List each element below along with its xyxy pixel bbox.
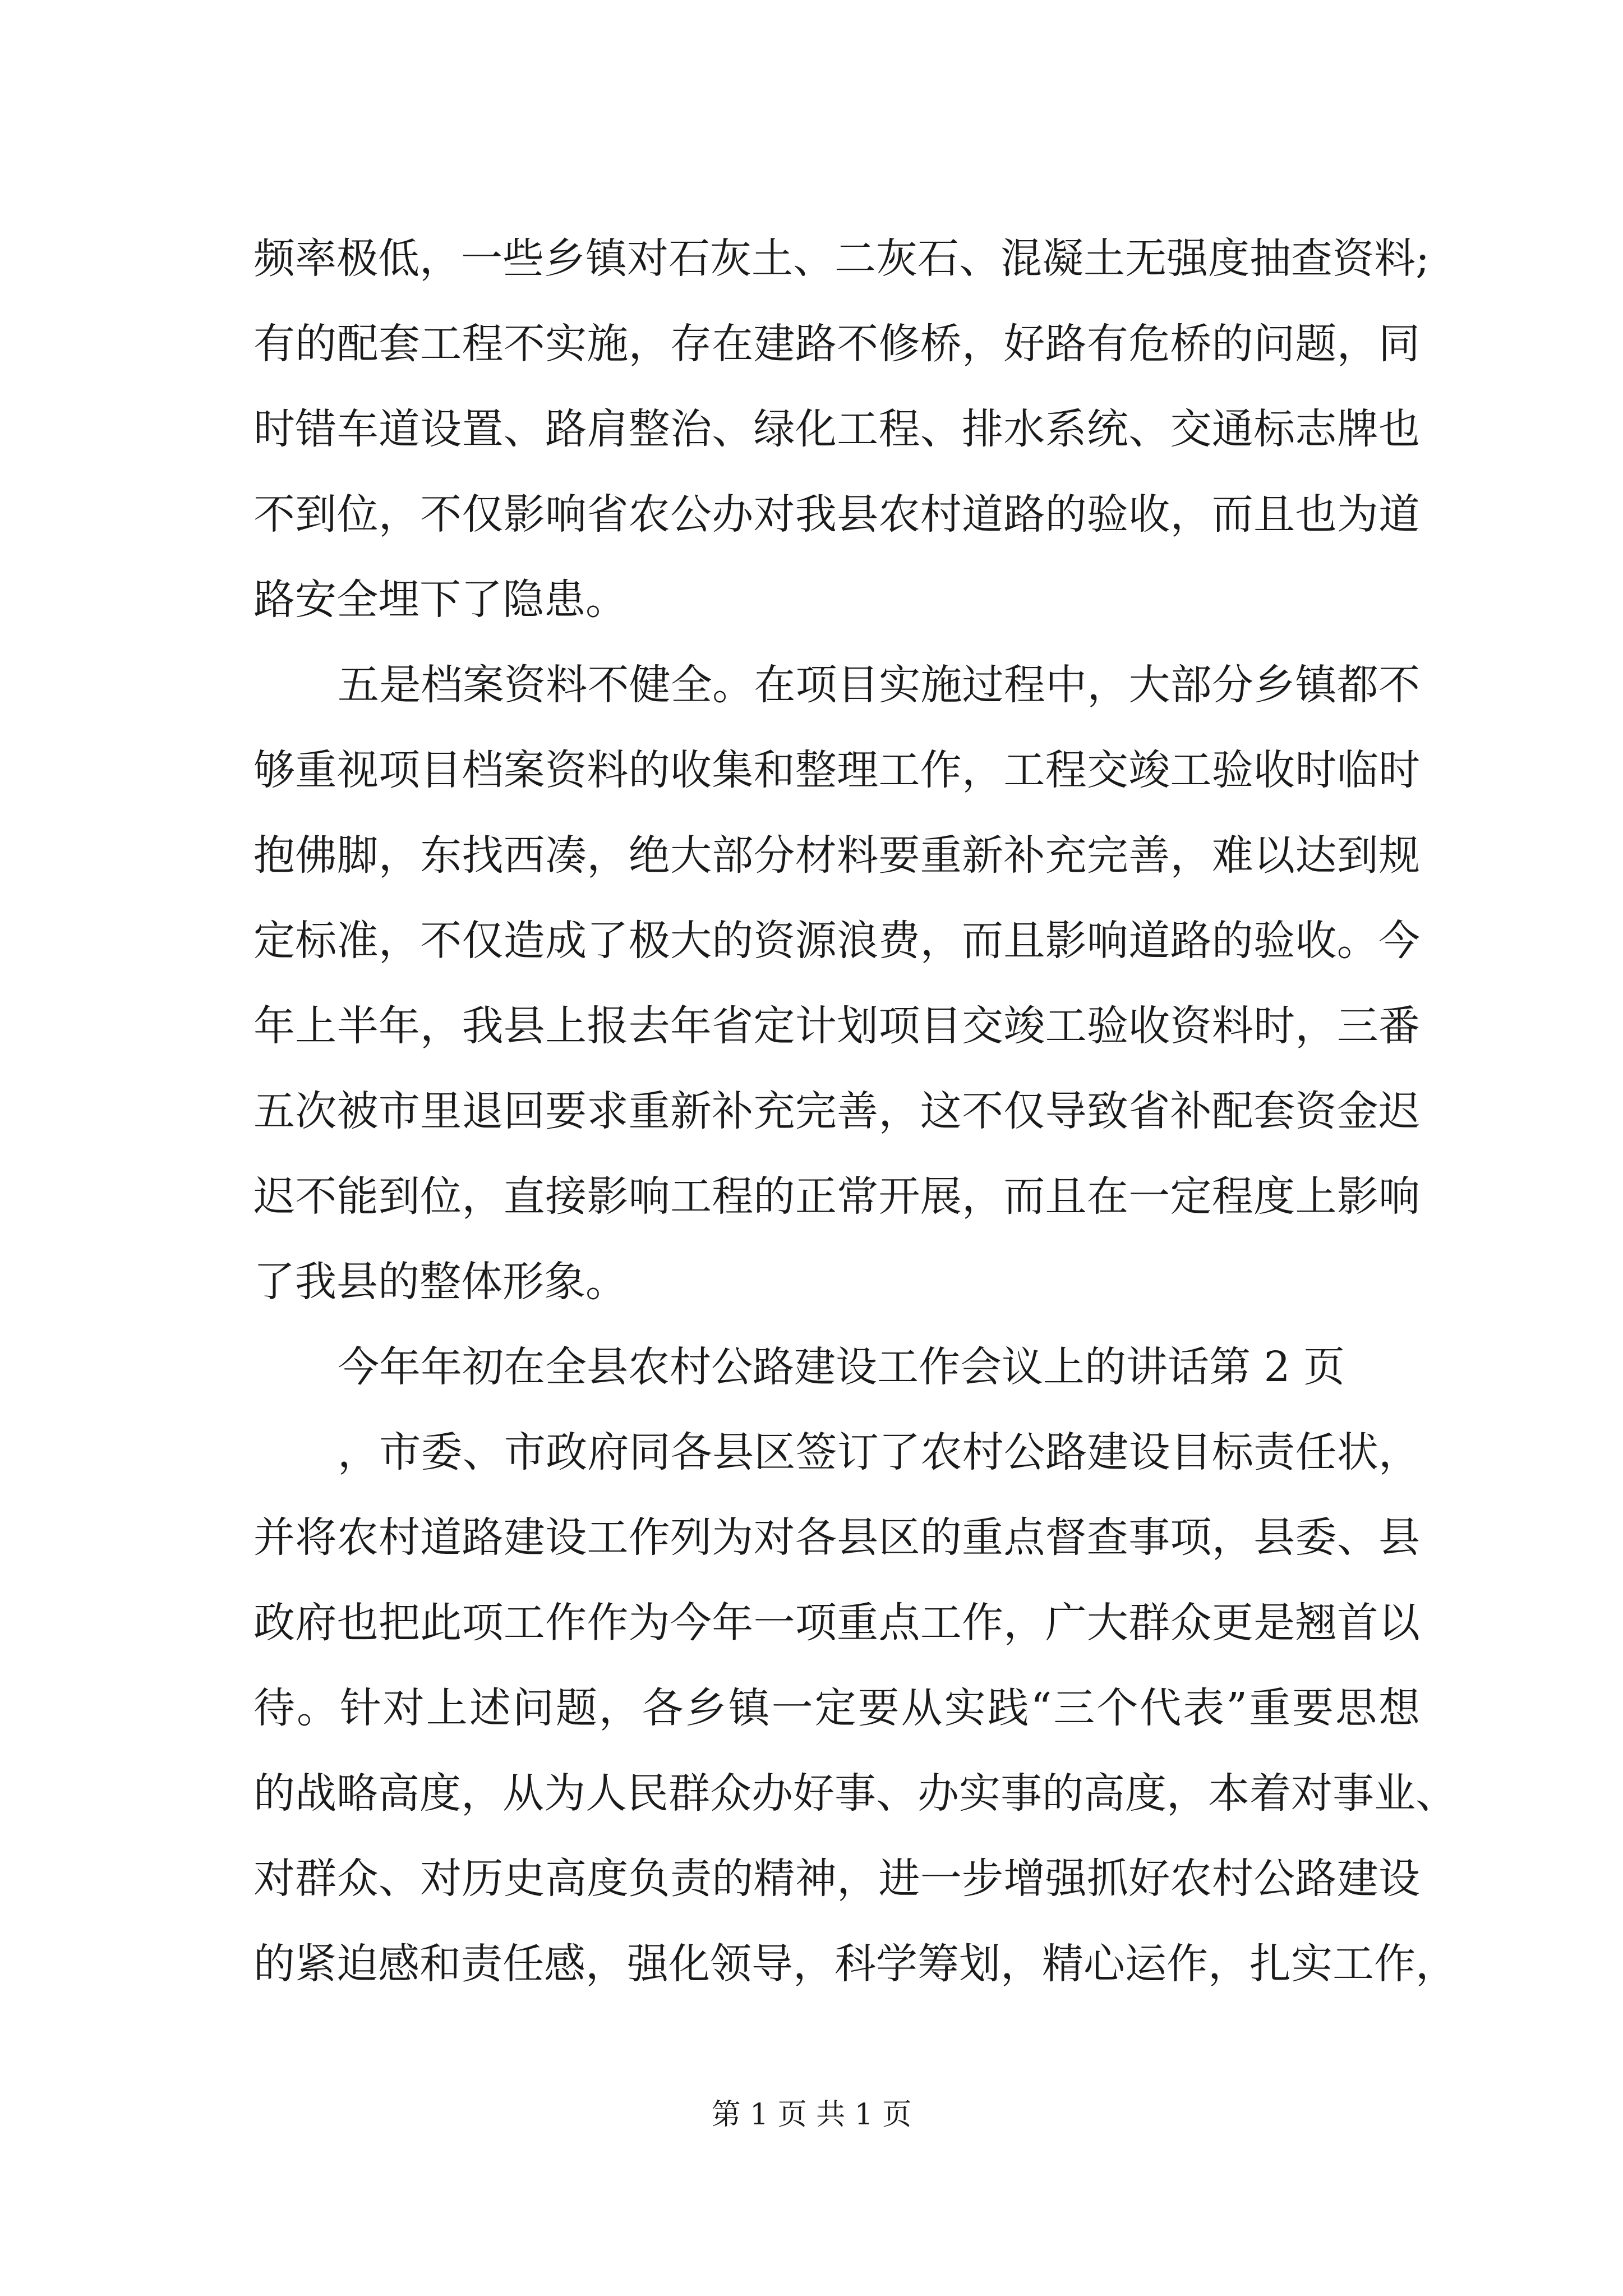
text-line: 了我县的整体形象。 bbox=[253, 1258, 627, 1306]
body-text bbox=[253, 216, 1457, 2007]
text-line: 政府也把此项工作作为今年一项重点工作，广大群众更是翘首以 bbox=[253, 1599, 1420, 1647]
text-line: 抱佛脚，东找西凑，绝大部分材料要重新补充完善，难以达到规 bbox=[253, 831, 1420, 880]
text-line: 定标准，不仅造成了极大的资源浪费，而且影响道路的验收。今 bbox=[253, 917, 1420, 965]
text-line: 年上半年，我县上报去年省定计划项目交竣工验收资料时，三番 bbox=[253, 1002, 1420, 1050]
text-line: 对群众、对历史高度负责的精神，进一步增强抓好农村公路建设 bbox=[253, 1855, 1420, 1903]
paragraph-start-line: ，市委、市政府同各县区签订了农村公路建设目标责任状， bbox=[338, 1428, 1420, 1476]
text-line: 路安全埋下了隐患。 bbox=[253, 576, 627, 624]
page-number-label: 第 1 页 共 1 页 bbox=[711, 2098, 912, 2132]
text-line: 迟不能到位，直接影响工程的正常开展，而且在一定程度上影响 bbox=[253, 1172, 1420, 1221]
text-line: 不到位，不仅影响省农公办对我县农村道路的验收，而且也为道 bbox=[253, 490, 1420, 539]
text-line: 够重视项目档案资料的收集和整理工作，工程交竣工验收时临时 bbox=[253, 746, 1420, 794]
text-line: 有的配套工程不实施，存在建路不修桥，好路有危桥的问题，同 bbox=[253, 320, 1420, 368]
paragraph-start-line: 五是档案资料不健全。在项目实施过程中，大部分乡镇都不 bbox=[338, 661, 1420, 709]
text-line: 的紧迫感和责任感，强化领导，科学筹划，精心运作，扎实工作， bbox=[253, 1940, 1457, 1988]
text-line: 并将农村道路建设工作列为对各县区的重点督查事项，县委、县 bbox=[253, 1513, 1420, 1562]
section-heading-line: 今年年初在全县农村公路建设工作会议上的讲话第 2 页 bbox=[338, 1343, 1345, 1391]
page-footer bbox=[0, 2098, 1623, 2132]
text-line: 频率极低，一些乡镇对石灰土、二灰石、混凝土无强度抽查资料; bbox=[253, 234, 1430, 283]
text-line: 待。针对上述问题，各乡镇一定要从实践“三个代表”重要思想 bbox=[253, 1684, 1420, 1732]
text-line: 时错车道设置、路肩整治、绿化工程、排水系统、交通标志牌也 bbox=[253, 405, 1420, 453]
text-line: 的战略高度，从为人民群众办好事、办实事的高度，本着对事业、 bbox=[253, 1769, 1457, 1818]
text-line: 五次被市里退回要求重新补充完善，这不仅导致省补配套资金迟 bbox=[253, 1087, 1420, 1135]
